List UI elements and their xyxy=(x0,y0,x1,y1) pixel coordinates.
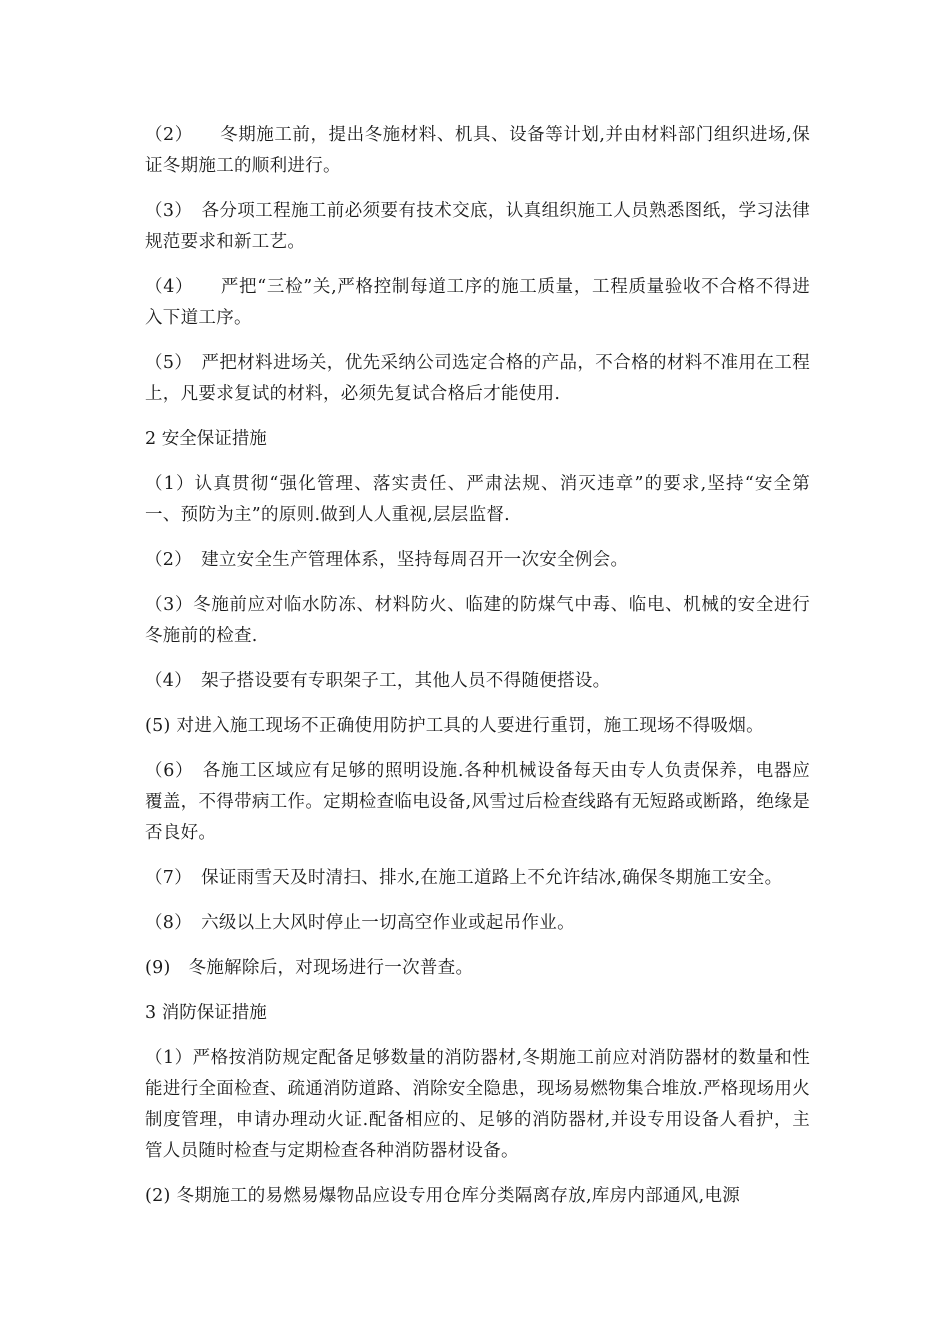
paragraph-safety-item-1: （1）认真贯彻“强化管理、落实责任、严肃法规、消灭违章”的要求,坚持“安全第一、预防为主”的原则.做到人人重视,层层监督. xyxy=(145,474,810,525)
paragraph-safety-item-6: （6） 各施工区域应有足够的照明设施.各种机械设备每天由专人负责保养，电器应覆盖，不得带病工作。定期检查临电设备,风雪过后检查线路有无短路或断路，绝缘是否良好。 xyxy=(145,761,810,843)
paragraph-safety-item-7: （7） 保证雨雪天及时清扫、排水,在施工道路上不允许结冰,确保冬期施工安全。 xyxy=(145,868,783,888)
paragraph-safety-item-2: （2） 建立安全生产管理体系，坚持每周召开一次安全例会。 xyxy=(145,550,629,570)
document-page xyxy=(145,120,810,1226)
paragraph-safety-item-9: (9) 冬施解除后，对现场进行一次普查。 xyxy=(145,958,474,978)
paragraph-safety-item-8: （8） 六级以上大风时停止一切高空作业或起吊作业。 xyxy=(145,913,575,933)
paragraph-safety-item-3: （3）冬施前应对临水防冻、材料防火、临建的防煤气中毒、临电、机械的安全进行冬施前的检查. xyxy=(145,595,810,646)
paragraph-2-item-4: （4） 严把“三检”关,严格控制每道工序的施工质量，工程质量验收不合格不得进入下道工序。 xyxy=(145,277,810,328)
paragraph-2-item-2: （2） 冬期施工前，提出冬施材料、机具、设备等计划,并由材料部门组织进场,保证冬期施工的顺利进行。 xyxy=(145,125,810,176)
paragraph-2-item-5: （5） 严把材料进场关，优先采纳公司选定合格的产品，不合格的材料不准用在工程上，凡要求复试的材料，必须先复试合格后才能使用. xyxy=(145,353,810,404)
paragraph-fire-item-2: (2) 冬期施工的易燃易爆物品应设专用仓库分类隔离存放,库房内部通风,电源 xyxy=(145,1186,741,1206)
section-heading-fire: 3 消防保证措施 xyxy=(145,1003,267,1023)
paragraph-safety-item-4: （4） 架子搭设要有专职架子工，其他人员不得随便搭设。 xyxy=(145,671,611,691)
paragraph-fire-item-1: （1）严格按消防规定配备足够数量的消防器材,冬期施工前应对消防器材的数量和性能进行全面检查、疏通消防道路、消除安全隐患，现场易燃物集合堆放.严格现场用火制度管理，申请办理动火证.配备相应的、足够的消防器材,并设专用设备人看护，主管人员随时检查与定期检查各种消防器材设备。 xyxy=(145,1048,810,1161)
paragraph-2-item-3: （3） 各分项工程施工前必须要有技术交底，认真组织施工人员熟悉图纸，学习法律规范要求和新工艺。 xyxy=(145,201,810,252)
section-heading-safety: 2 安全保证措施 xyxy=(145,429,267,449)
paragraph-safety-item-5: (5) 对进入施工现场不正确使用防护工具的人要进行重罚，施工现场不得吸烟。 xyxy=(145,716,764,736)
